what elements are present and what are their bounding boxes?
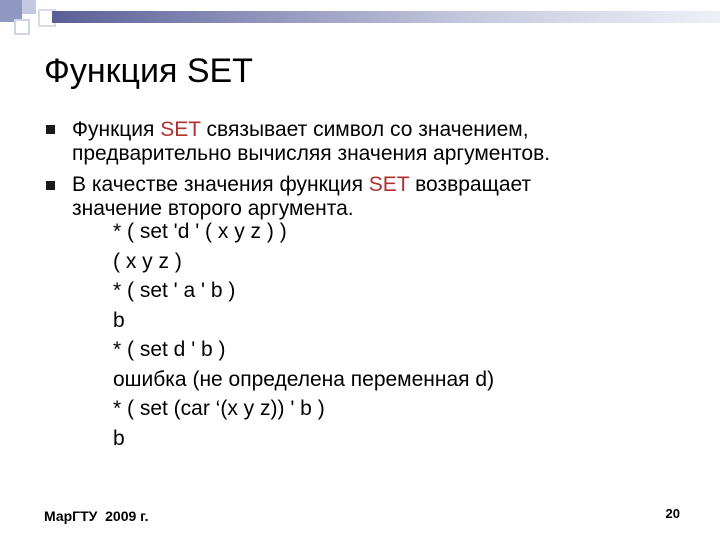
code-line: * ( set d ' b ) (113, 338, 226, 361)
bullet-line (72, 173, 531, 197)
page-number: 20 (665, 506, 680, 521)
code-line: * ( set (car ‘(x y z)) ' b ) (113, 397, 325, 420)
header-gradient-bar (52, 11, 720, 23)
bullet-square-icon (46, 181, 55, 190)
footer-text: МарГТУ 2009 г. (44, 508, 149, 524)
code-line: b (113, 308, 125, 332)
bullet-text-segment: возвращает (409, 173, 532, 196)
code-example (113, 217, 494, 453)
header-square-icon (22, 0, 36, 14)
header-square-outline-icon (14, 19, 30, 35)
bullet-item-2 (72, 173, 531, 221)
bullet-text-segment: значение второго аргумента. (72, 197, 354, 220)
bullet-text-segment: В качестве значения функция (72, 173, 369, 196)
slide-title: Функция SET (44, 52, 253, 90)
bullet-text-segment: предварительно вычисляя значения аргументов. (72, 142, 551, 165)
bullet-square-icon (46, 125, 55, 134)
bullet-keyword: SET (368, 173, 410, 196)
bullet-item-1 (72, 118, 550, 166)
code-line: b (113, 426, 125, 450)
bullet-line (72, 118, 550, 142)
bullet-text-segment: связывает символ со значением, (200, 118, 529, 141)
code-line: * ( set 'd ' ( x y z ) ) (113, 220, 287, 243)
code-line: ошибка (не определена переменная d) (113, 367, 495, 391)
code-line: * ( set ' a ' b ) (113, 279, 236, 302)
bullet-keyword: SET (160, 118, 201, 141)
bullet-line (72, 142, 550, 166)
code-line: ( x y z ) (113, 249, 182, 273)
bullet-text-segment: Функция (72, 118, 161, 141)
